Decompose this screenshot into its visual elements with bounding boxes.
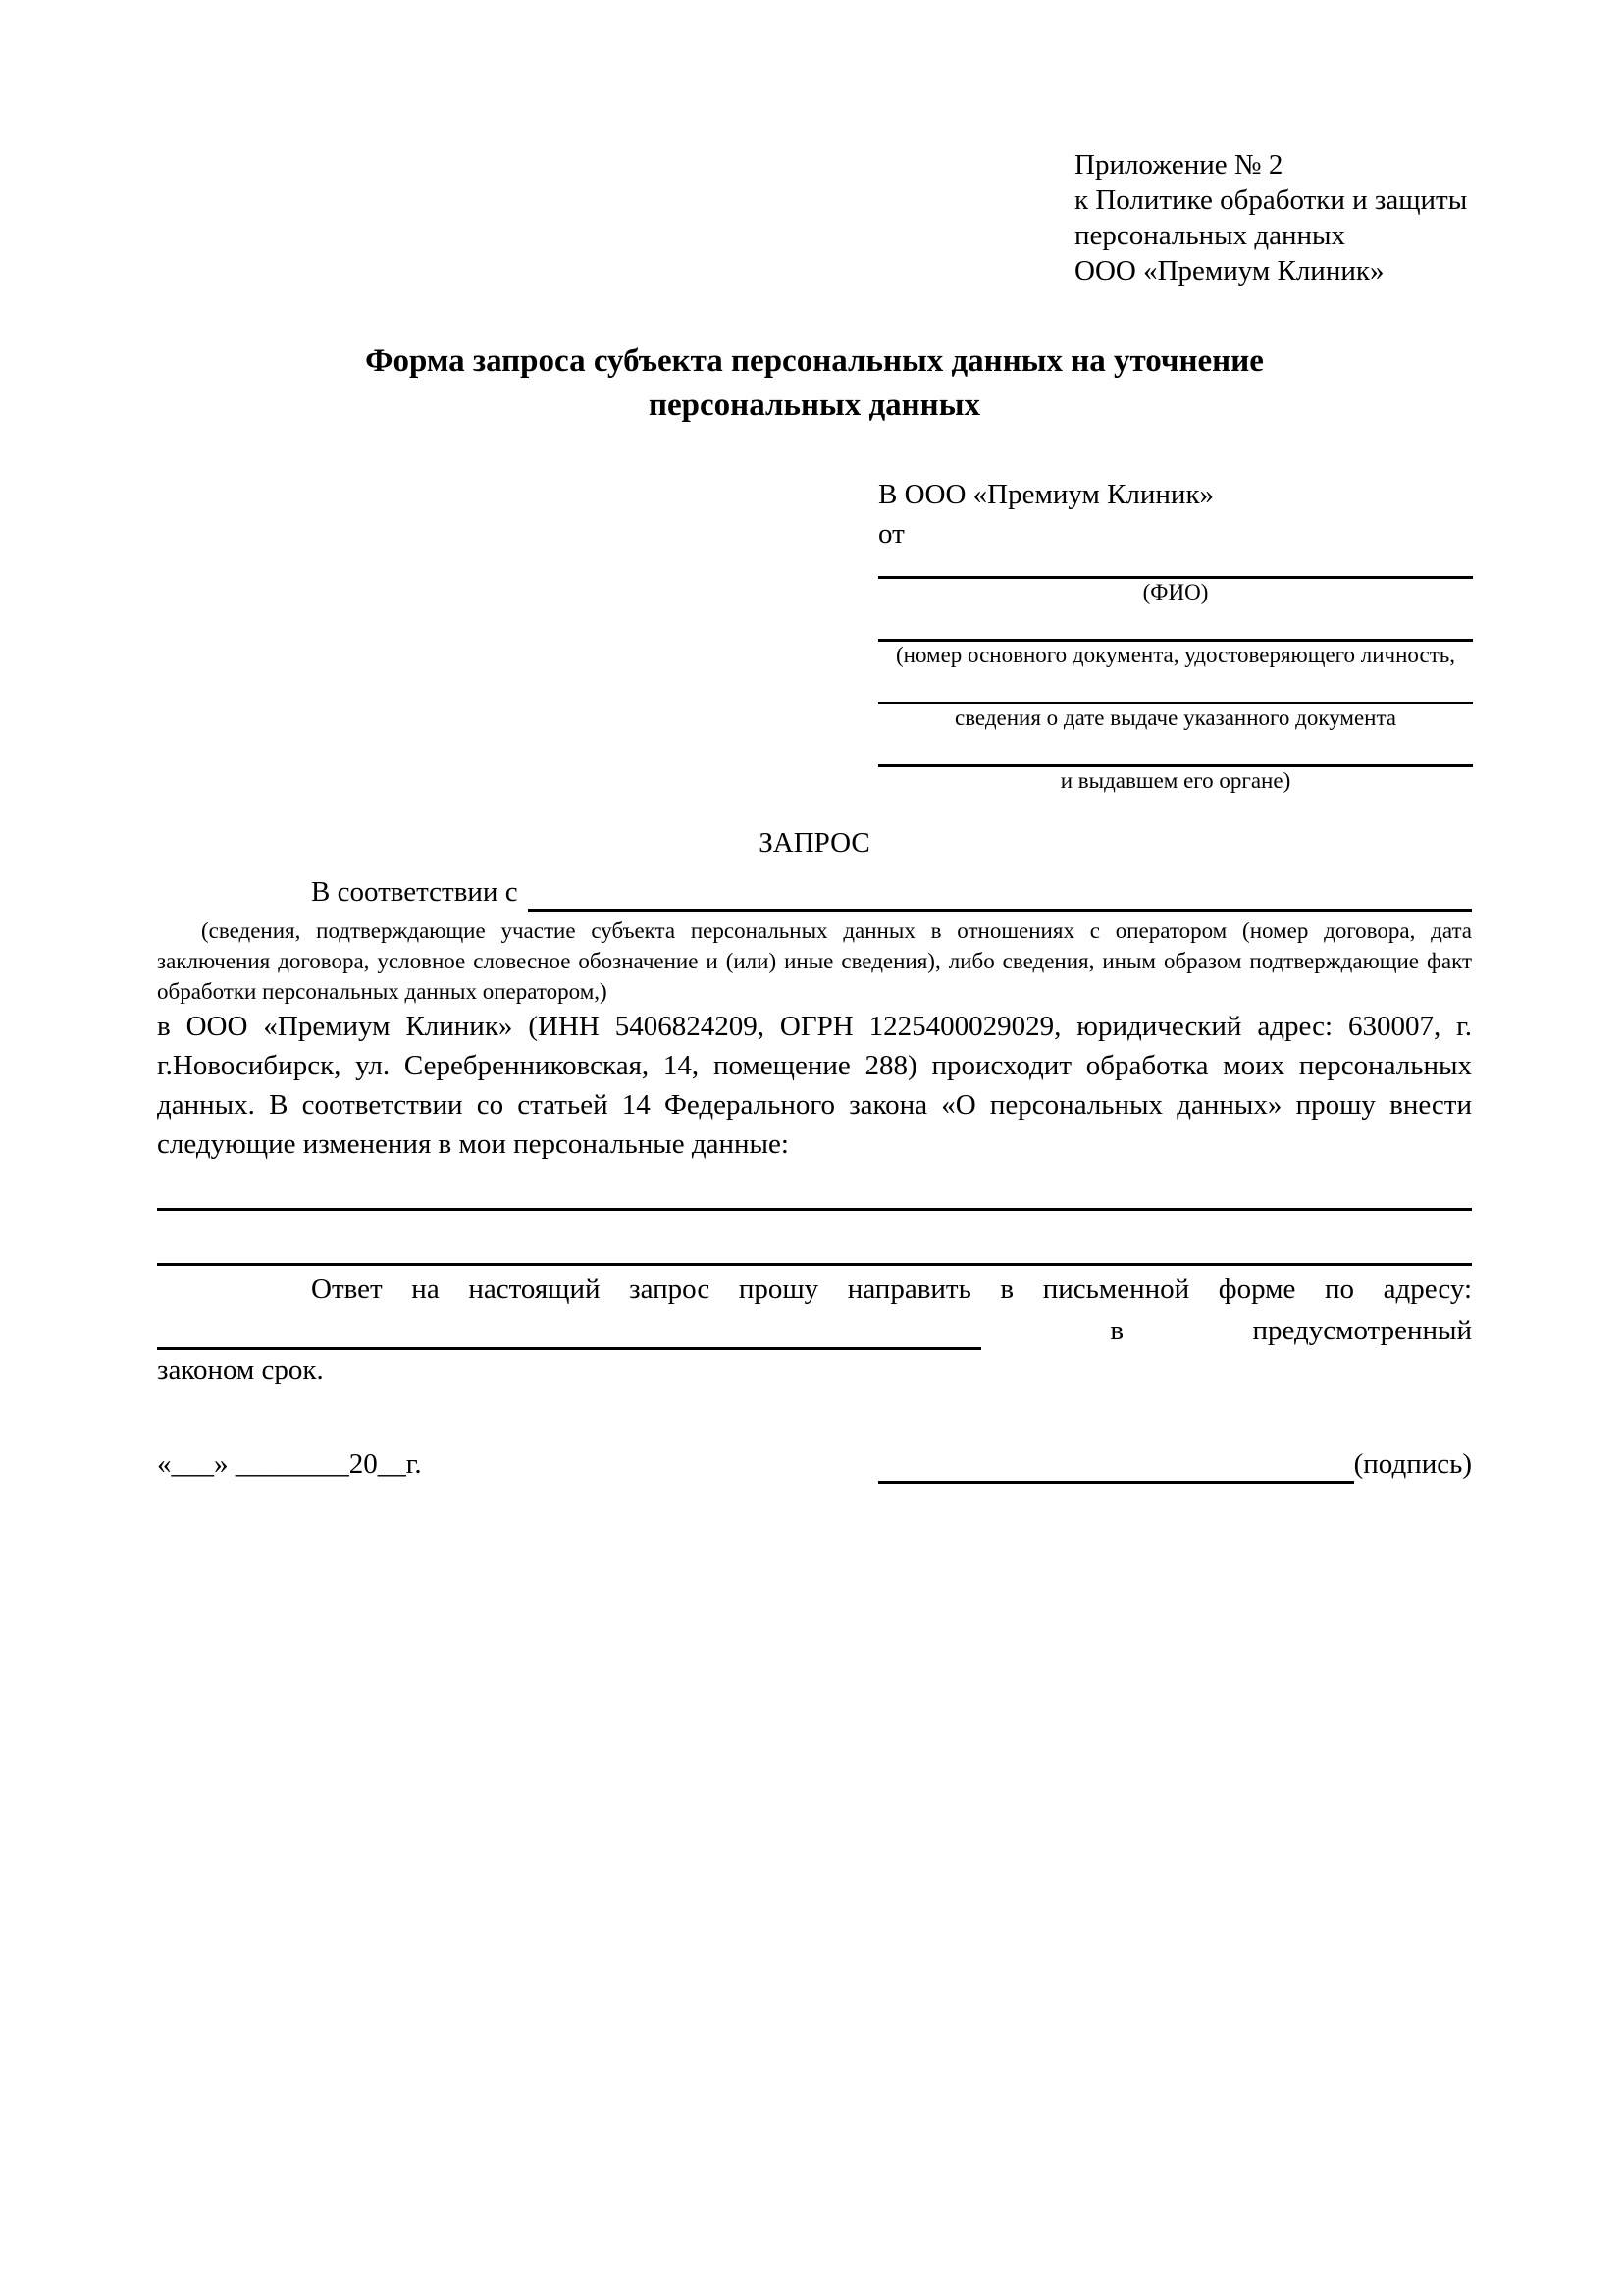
address-field-line xyxy=(157,1317,981,1350)
appendix-block xyxy=(1074,147,1472,288)
answer-paragraph-line2 xyxy=(157,1309,1472,1350)
issuing-authority-caption: и выдавшем его органе) xyxy=(1060,768,1291,793)
answer-word: в xyxy=(1110,1315,1125,1346)
document-content xyxy=(157,147,1472,1484)
issue-date-caption: сведения о дате выдаче указанного документа xyxy=(954,705,1397,730)
basis-row xyxy=(157,872,1472,912)
footer-row xyxy=(157,1444,1472,1484)
document-number-field-line xyxy=(878,616,1473,642)
fio-field-caption: (ФИО) xyxy=(1142,580,1209,604)
appendix-line: к Политике обработки и защиты xyxy=(1074,184,1468,216)
signature-caption: (подпись) xyxy=(1353,1448,1472,1480)
request-body-paragraph: в ООО «Премиум Клиник» (ИНН 5406824209, ОГРН 1225400029029, юридический адрес: 630007, г. г.Новосибирск, ул. Серебренниковская, 14, помещение 288) происходит обработка моих персональных данных. В соответствии со статьей 14 Федерального закона «О персональных данных» прошу внести следующие изменения в мои персональные данные: xyxy=(157,1011,1472,1160)
document-number-caption: (номер основного документа, удостоверяющего личность, xyxy=(895,643,1455,667)
issue-date-field-line xyxy=(878,679,1473,704)
addressee-block xyxy=(878,475,1473,794)
changes-field-line-1 xyxy=(157,1164,1472,1211)
addressee-from-label: от xyxy=(878,518,905,549)
basis-label: В соответствии с xyxy=(311,876,518,908)
signature-field-line xyxy=(878,1450,1354,1484)
basis-note: (сведения, подтверждающие участие субъекта персональных данных в отношениях с оператором (номер договора, дата заключения договора, условное словесное обозначение и (или) иные сведения), либо сведения, иным образом подтверждающие факт обработки персональных данных оператором,) xyxy=(157,918,1472,1004)
addressee-to: В ООО «Премиум Клиник» xyxy=(878,479,1215,510)
date-field: «___» ________20__г. xyxy=(157,1448,422,1480)
answer-paragraph-line1: Ответ на настоящий запрос прошу направить в письменной форме по адресу: xyxy=(311,1274,1472,1305)
signature-group xyxy=(878,1444,1472,1484)
page-title: Форма запроса субъекта персональных данных на уточнение персональных данных xyxy=(365,343,1264,423)
issuing-authority-field-line xyxy=(878,742,1473,767)
fio-field-line xyxy=(878,553,1473,579)
appendix-line: Приложение № 2 xyxy=(1074,149,1283,181)
basis-field-line xyxy=(528,878,1472,912)
appendix-line: ООО «Премиум Клиник» xyxy=(1074,255,1385,287)
request-heading: ЗАПРОС xyxy=(759,827,870,859)
changes-field-line-2 xyxy=(157,1211,1472,1266)
answer-paragraph-line3: законом срок. xyxy=(157,1354,324,1385)
appendix-line: персональных данных xyxy=(1074,220,1346,251)
answer-word: предусмотренный xyxy=(1252,1315,1472,1346)
